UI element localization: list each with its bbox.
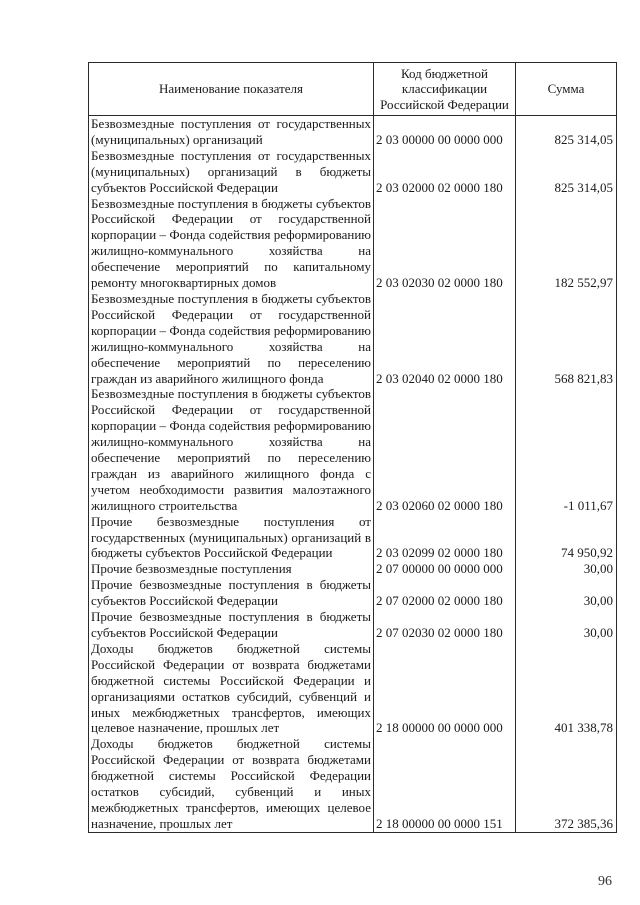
row-name: Безвозмездные поступления от государственных (муниципальных) организаций — [89, 116, 374, 148]
row-sum: 30,00 — [516, 609, 617, 641]
row-name: Безвозмездные поступления от государственных (муниципальных) организаций в бюджеты субъектов Российской Федерации — [89, 148, 374, 196]
row-code: 2 07 02000 02 0000 180 — [374, 577, 516, 609]
table-row — [89, 291, 617, 386]
row-sum: 74 950,92 — [516, 514, 617, 562]
row-sum: 372 385,36 — [516, 736, 617, 832]
table-row — [89, 196, 617, 291]
header-budget-code: Код бюджетной классификации Российской Федерации — [374, 63, 516, 116]
table-row — [89, 148, 617, 196]
row-name: Прочие безвозмездные поступления от государственных (муниципальных) организаций в бюджеты субъектов Российской Федерации — [89, 514, 374, 562]
row-code: 2 07 00000 00 0000 000 — [374, 561, 516, 577]
row-sum: 182 552,97 — [516, 196, 617, 291]
table-row — [89, 561, 617, 577]
row-code: 2 03 02040 02 0000 180 — [374, 291, 516, 386]
page-number: 96 — [598, 874, 612, 889]
table-row — [89, 577, 617, 609]
row-code: 2 03 02000 02 0000 180 — [374, 148, 516, 196]
row-code: 2 18 00000 00 0000 151 — [374, 736, 516, 832]
row-name: Прочие безвозмездные поступления в бюджеты субъектов Российской Федерации — [89, 609, 374, 641]
table-row — [89, 609, 617, 641]
row-code: 2 03 00000 00 0000 000 — [374, 116, 516, 148]
row-code: 2 07 02030 02 0000 180 — [374, 609, 516, 641]
row-sum: 30,00 — [516, 561, 617, 577]
row-sum: 30,00 — [516, 577, 617, 609]
budget-table — [88, 62, 617, 833]
table-row — [89, 386, 617, 513]
row-sum: 401 338,78 — [516, 641, 617, 736]
table-row — [89, 641, 617, 736]
row-code: 2 03 02099 02 0000 180 — [374, 514, 516, 562]
header-indicator-name: Наименование показателя — [89, 63, 374, 116]
row-sum: 568 821,83 — [516, 291, 617, 386]
row-name: Безвозмездные поступления в бюджеты субъектов Российской Федерации от государственной корпорации – Фонда содействия реформированию жилищно-коммунального хозяйства на обеспечение мероприятий по переселению граждан из аварийного жилищного фонда с учетом необходимости развития малоэтажного жилищного строительства — [89, 386, 374, 513]
row-sum: 825 314,05 — [516, 116, 617, 148]
row-name: Прочие безвозмездные поступления — [89, 561, 374, 577]
row-code: 2 18 00000 00 0000 000 — [374, 641, 516, 736]
table-row — [89, 116, 617, 148]
header-sum: Сумма — [516, 63, 617, 116]
row-sum: 825 314,05 — [516, 148, 617, 196]
row-code: 2 03 02060 02 0000 180 — [374, 386, 516, 513]
table-header-row — [89, 63, 617, 116]
table-body — [89, 116, 617, 833]
row-name: Безвозмездные поступления в бюджеты субъектов Российской Федерации от государственной корпорации – Фонда содействия реформированию жилищно-коммунального хозяйства на обеспечение мероприятий по переселению граждан из аварийного жилищного фонда — [89, 291, 374, 386]
table-header — [89, 63, 617, 116]
row-name: Безвозмездные поступления в бюджеты субъектов Российской Федерации от государственной корпорации – Фонда содействия реформированию жилищно-коммунального хозяйства на обеспечение мероприятий по капитальному ремонту многоквартирных домов — [89, 196, 374, 291]
row-code: 2 03 02030 02 0000 180 — [374, 196, 516, 291]
row-name: Доходы бюджетов бюджетной системы Российской Федерации от возврата бюджетами бюджетной системы Российской Федерации и организациями остатков субсидий, субвенций и иных межбюджетных трансфертов, имеющих целевое назначение, прошлых лет — [89, 641, 374, 736]
row-name: Доходы бюджетов бюджетной системы Российской Федерации от возврата бюджетами бюджетной системы Российской Федерации остатков субсидий, субвенций и иных межбюджетных трансфертов, имеющих целевое назначение, прошлых лет — [89, 736, 374, 832]
table-row — [89, 736, 617, 832]
row-sum: -1 011,67 — [516, 386, 617, 513]
row-name: Прочие безвозмездные поступления в бюджеты субъектов Российской Федерации — [89, 577, 374, 609]
table-row — [89, 514, 617, 562]
